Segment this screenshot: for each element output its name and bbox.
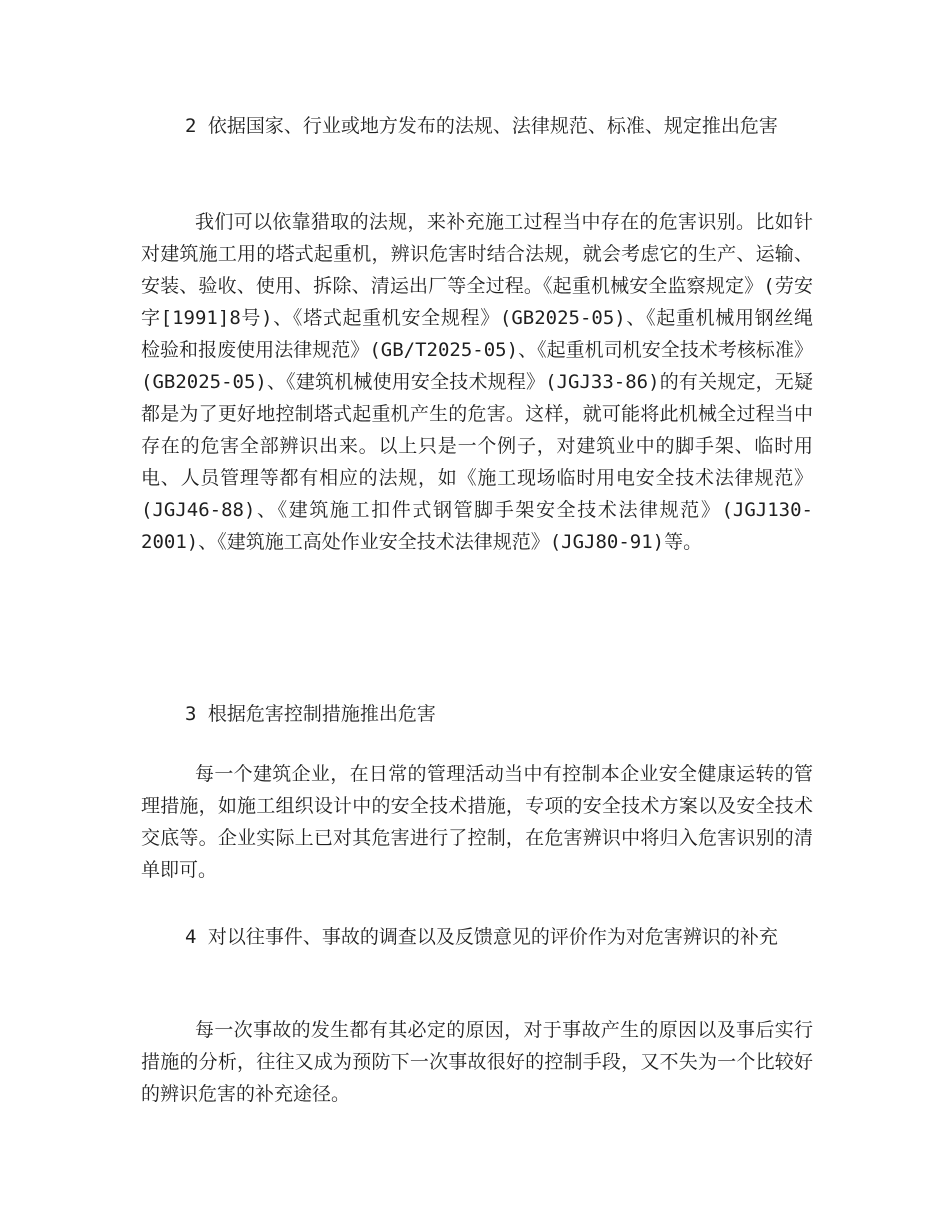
section-4-heading: 4 对以往事件、事故的调查以及反馈意见的评价作为对危害辨识的补充 <box>185 926 778 948</box>
section-2-heading: 2 依据国家、行业或地方发布的法规、法律规范、标准、规定推出危害 <box>185 115 778 137</box>
section-4-paragraph: 每一次事故的发生都有其必定的原因，对于事故产生的原因以及事后实行措施的分析，往往又成为预防下一次事故很好的控制手段，又不失为一个比较好的辨识危害的补充途径。 <box>141 1019 813 1105</box>
section-3-paragraph: 每一个建筑企业，在日常的管理活动当中有控制本企业安全健康运转的管理措施，如施工组织设计中的安全技术措施，专项的安全技术方案以及安全技术交底等。企业实际上已对其危害进行了控制，在危害辨识中将归入危害识别的清单即可。 <box>141 763 813 881</box>
section-3-heading: 3 根据危害控制措施推出危害 <box>185 703 436 725</box>
section-2-paragraph: 我们可以依靠猎取的法规，来补充施工过程当中存在的危害识别。比如针对建筑施工用的塔式起重机，辨识危害时结合法规，就会考虑它的生产、运输、安装、验收、使用、拆除、清运出厂等全过程。《起重机械安全监察规定》(劳安字[1991]8号)、《塔式起重机安全规程》(GB2025-05)、《起重机械用钢丝绳检验和报废使用法律规范》(GB/T2025-05)、《起重机司机安全技术考核标准》(GB2025-05)、《建筑机械使用安全技术规程》(JGJ33-86)的有关规定，无疑都是为了更好地控制塔式起重机产生的危害。这样，就可能将此机械全过程当中存在的危害全部辨识出来。以上只是一个例子，对建筑业中的脚手架、临时用电、人员管理等都有相应的法规，如《施工现场临时用电安全技术法律规范》(JGJ46-88)、《建筑施工扣件式钢管脚手架安全技术法律规范》(JGJ130-2001)、《建筑施工高处作业安全技术法律规范》(JGJ80-91)等。 <box>141 211 813 553</box>
